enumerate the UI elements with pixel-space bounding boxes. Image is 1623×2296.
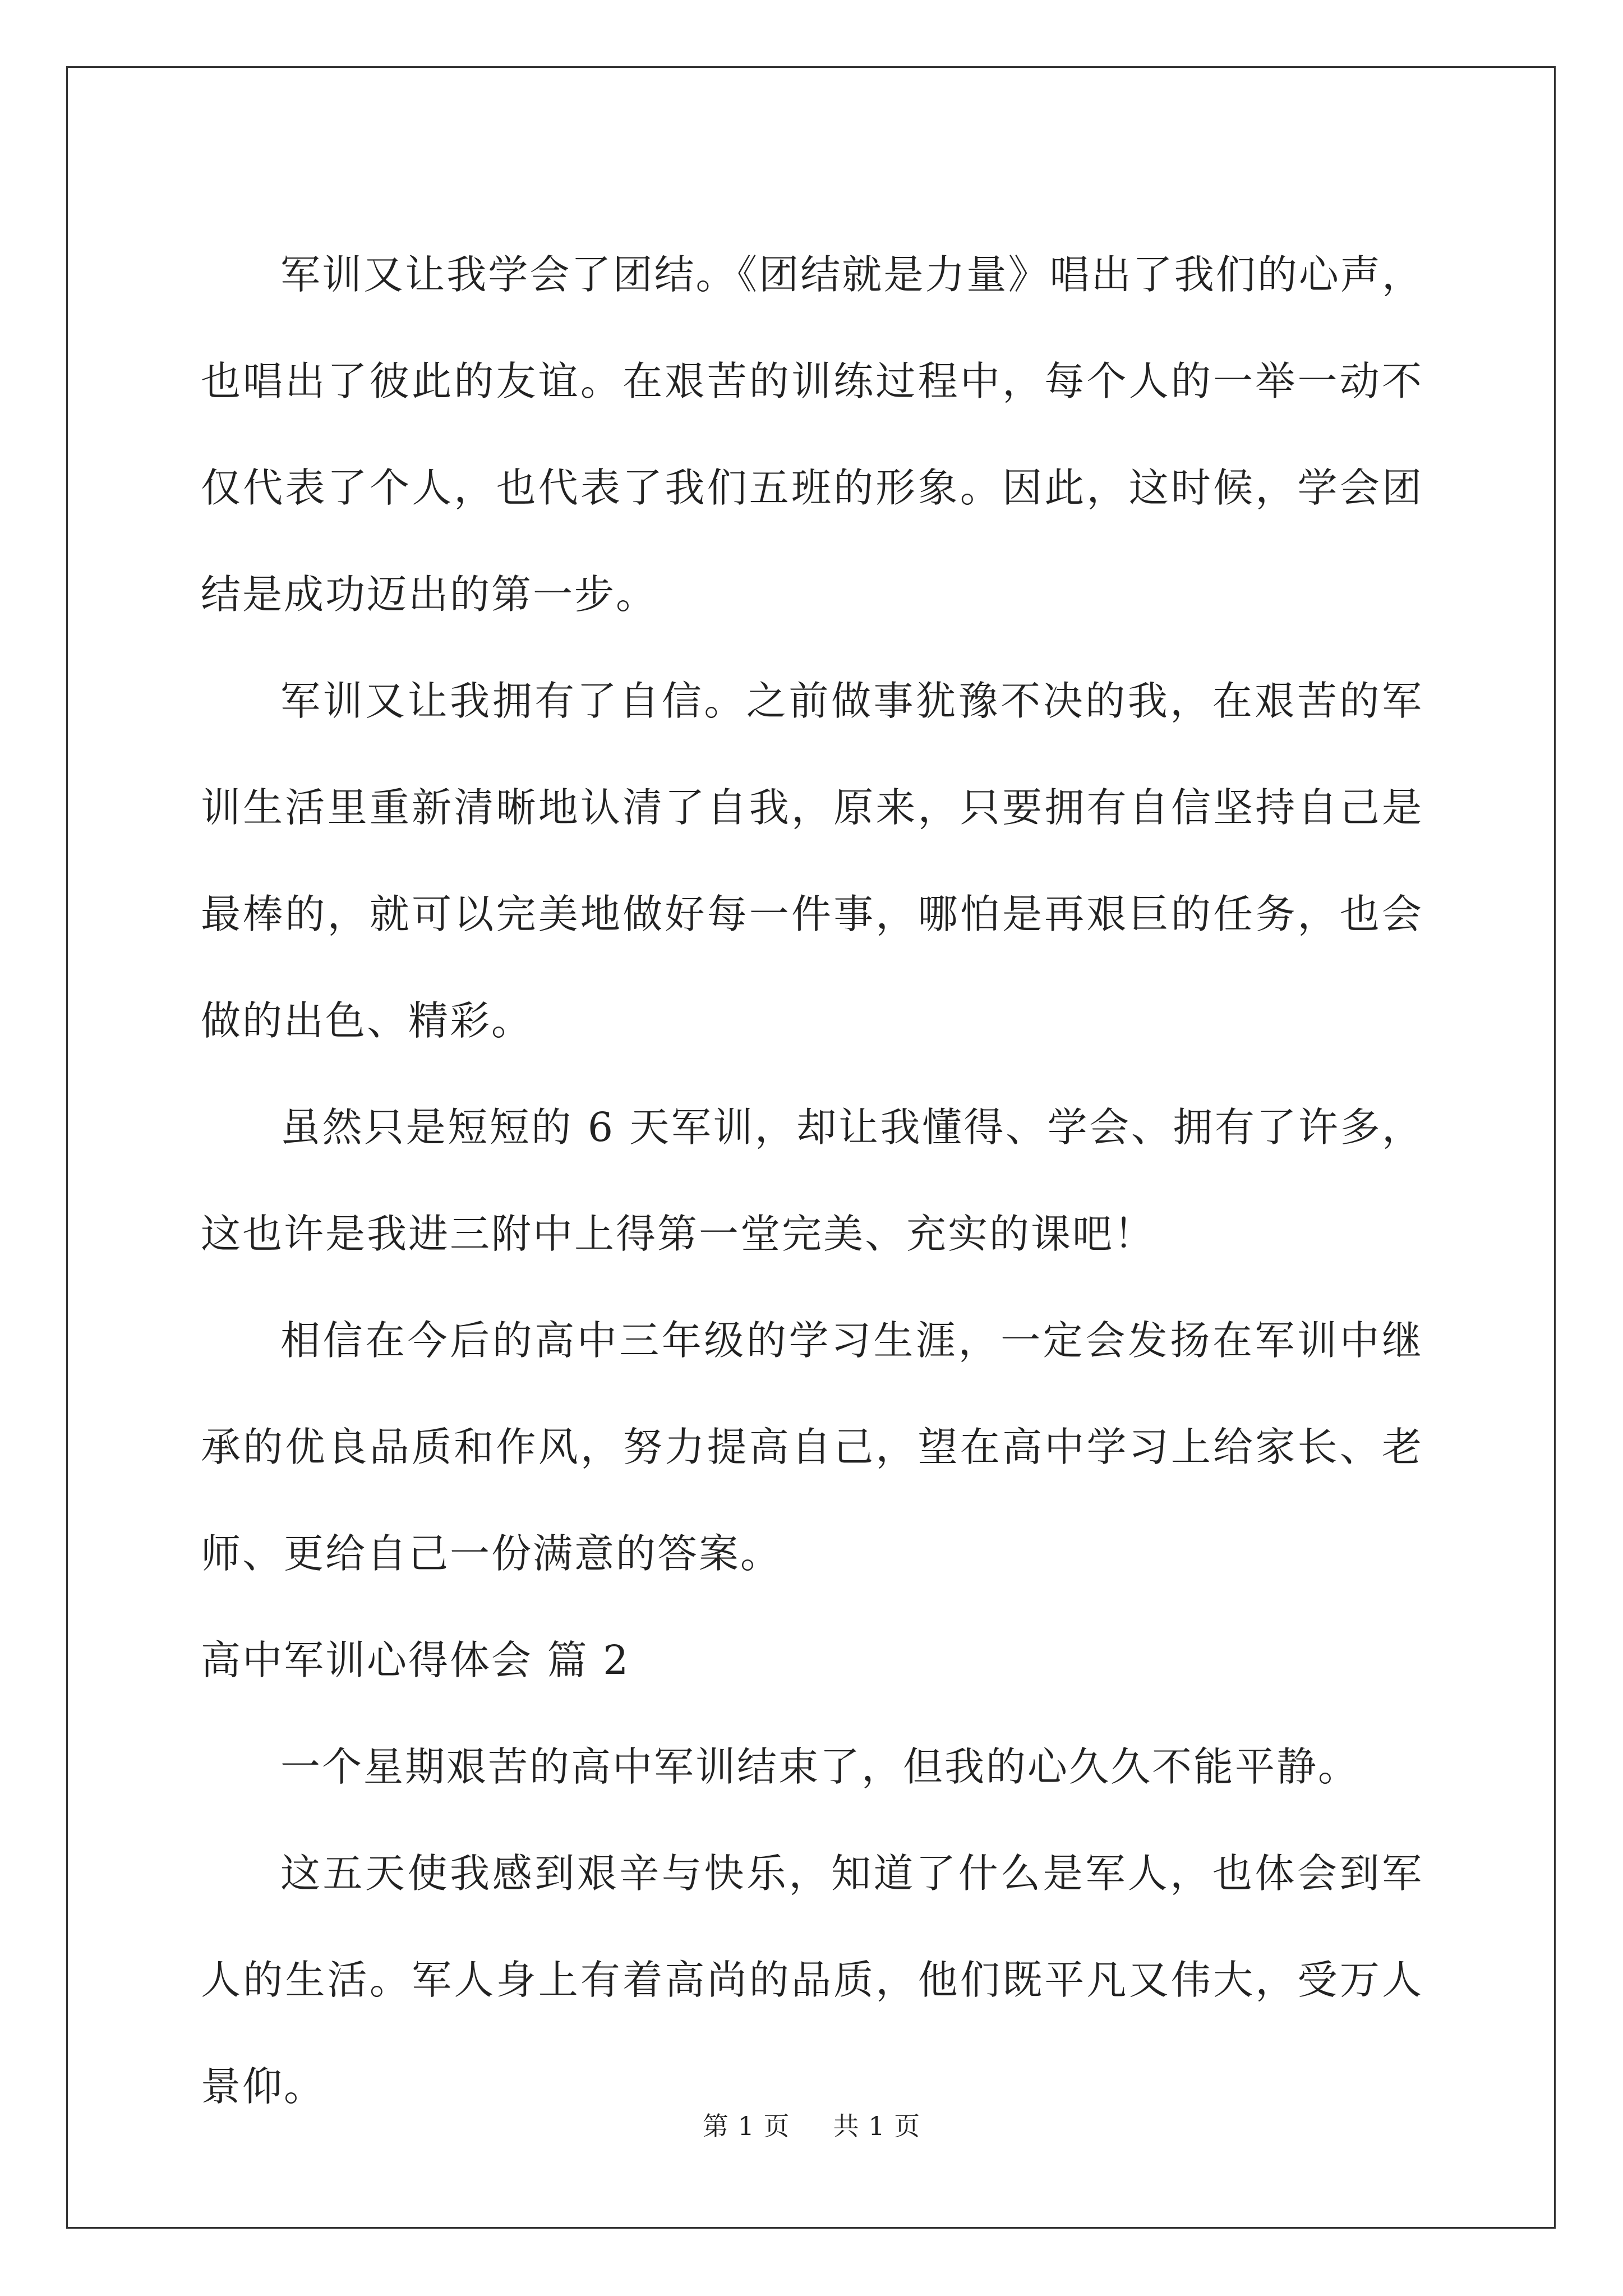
document-body <box>201 222 1423 2140</box>
page-number: 第 1 页 <box>702 2111 790 2141</box>
paragraph: 军训又让我拥有了自信。之前做事犹豫不决的我，在艰苦的军训生活里重新清晰地认清了自我，原来，只要拥有自信坚持自己是最棒的，就可以完美地做好每一件事，哪怕是再艰巨的任务，也会做的出色、精彩。 <box>201 678 1423 1044</box>
paragraph: 军训又让我学会了团结。《团结就是力量》唱出了我们的心声，也唱出了彼此的友谊。在艰苦的训练过程中，每个人的一举一动不仅代表了个人，也代表了我们五班的形象。因此，这时候，学会团结是成功迈出的第一步。 <box>201 251 1423 618</box>
paragraph: 虽然只是短短的 6 天军训，却让我懂得、学会、拥有了许多，这也许是我进三附中上得第一堂完美、充实的课吧！ <box>201 1104 1423 1257</box>
page-footer <box>0 2109 1623 2143</box>
paragraph: 这五天使我感到艰辛与快乐，知道了什么是军人，也体会到军人的生活。军人身上有着高尚的品质，他们既平凡又伟大，受万人景仰。 <box>201 1850 1423 2110</box>
paragraph: 相信在今后的高中三年级的学习生涯，一定会发扬在军训中继承的优良品质和作风，努力提高自己，望在高中学习上给家长、老师、更给自己一份满意的答案。 <box>201 1317 1423 1577</box>
paragraph: 一个星期艰苦的高中军训结束了，但我的心久久不能平静。 <box>280 1743 1360 1790</box>
page-total: 共 1 页 <box>833 2111 921 2141</box>
section-heading: 高中军训心得体会 篇 2 <box>201 1637 630 1683</box>
